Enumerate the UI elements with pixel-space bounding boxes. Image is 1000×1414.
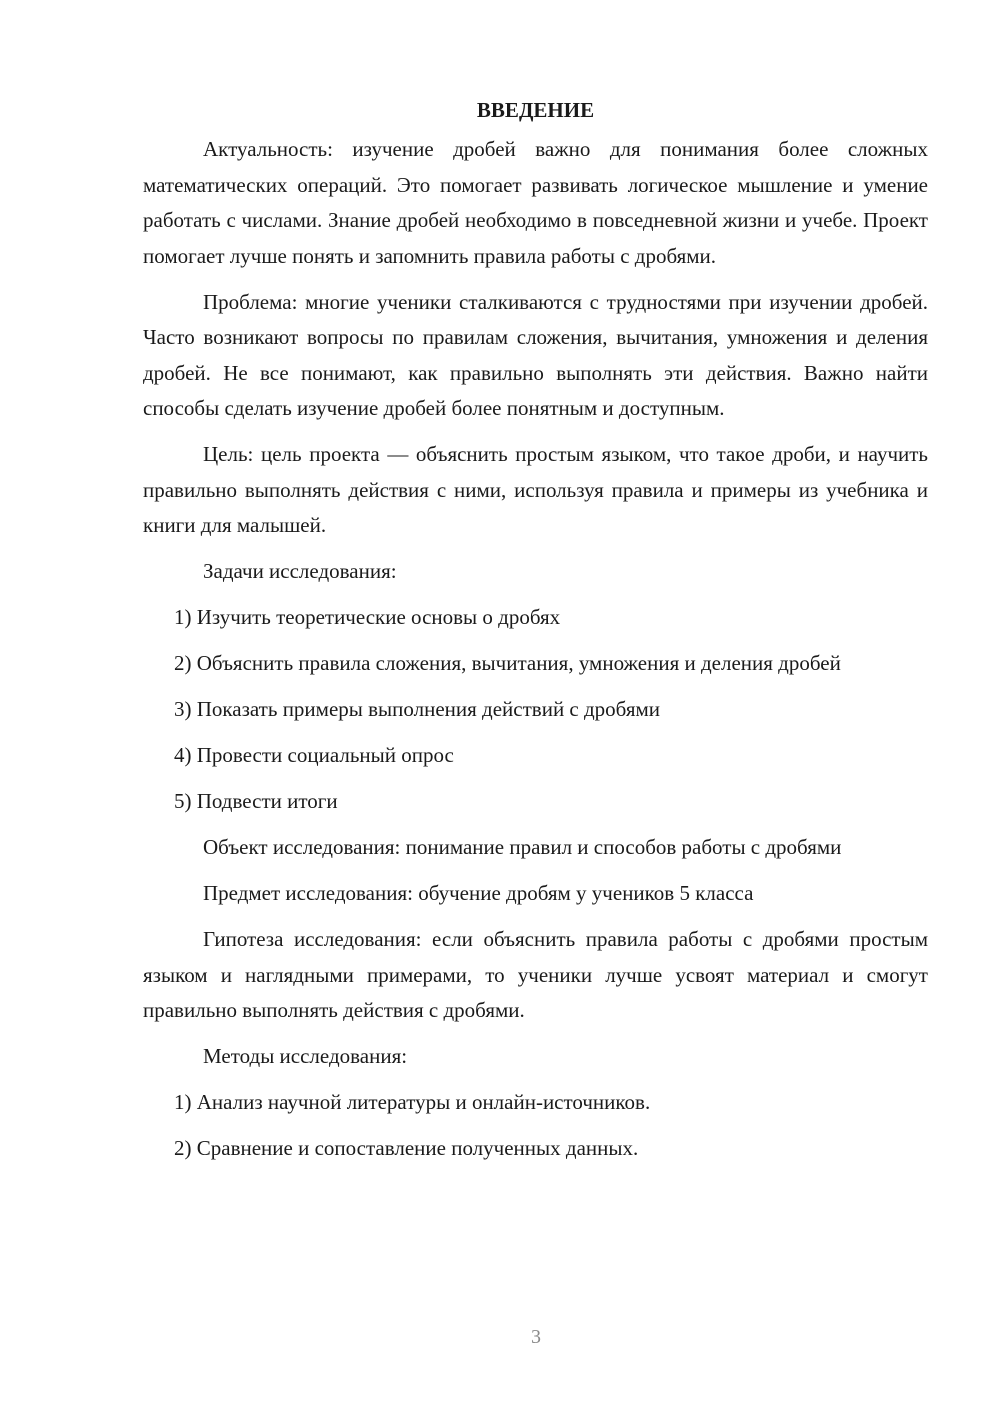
paragraph-relevance: Актуальность: изучение дробей важно для понимания более сложных математических операций. Это помогает развивать логическое мышление и умение работать с числами. Знание дробей необходимо в повседневной жизни и учебе. Проект помогает лучше понять и запомнить правила работы с дробями. — [143, 137, 928, 268]
task-item-4: 4) Провести социальный опрос — [174, 743, 454, 767]
section-title: ВВЕДЕНИЕ — [476, 98, 595, 122]
page-content — [143, 92, 928, 1177]
paragraph-tasks-heading: Задачи исследования: — [203, 559, 397, 583]
task-item-5: 5) Подвести итоги — [174, 789, 338, 813]
paragraph-subject: Предмет исследования: обучение дробям у учеников 5 класса — [203, 881, 754, 905]
page-number: 3 — [531, 1326, 541, 1348]
task-item-1: 1) Изучить теоретические основы о дробях — [174, 605, 561, 629]
task-item-3: 3) Показать примеры выполнения действий с дробями — [174, 697, 661, 721]
paragraph-object: Объект исследования: понимание правил и способов работы с дробями — [203, 835, 842, 859]
method-item-2: 2) Сравнение и сопоставление полученных данных. — [174, 1136, 639, 1160]
paragraph-problem: Проблема: многие ученики сталкиваются с трудностями при изучении дробей. Часто возникают вопросы по правилам сложения, вычитания, умножения и деления дробей. Не все понимают, как правильно выполнять эти действия. Важно найти способы сделать изучение дробей более понятным и доступным. — [143, 289, 928, 420]
paragraph-hypothesis: Гипотеза исследования: если объяснить правила работы с дробями простым языком и наглядными примерами, то ученики лучше усвоят материал и смогут правильно выполнять действия с дробями. — [143, 927, 928, 1022]
method-item-1: 1) Анализ научной литературы и онлайн-источников. — [174, 1090, 651, 1114]
task-item-2: 2) Объяснить правила сложения, вычитания, умножения и деления дробей — [174, 651, 841, 675]
paragraph-methods-heading: Методы исследования: — [203, 1044, 408, 1068]
paragraph-goal: Цель: цель проекта — объяснить простым языком, что такое дроби, и научить правильно выполнять действия с ними, используя правила и примеры из учебника и книги для малышей. — [143, 442, 928, 537]
